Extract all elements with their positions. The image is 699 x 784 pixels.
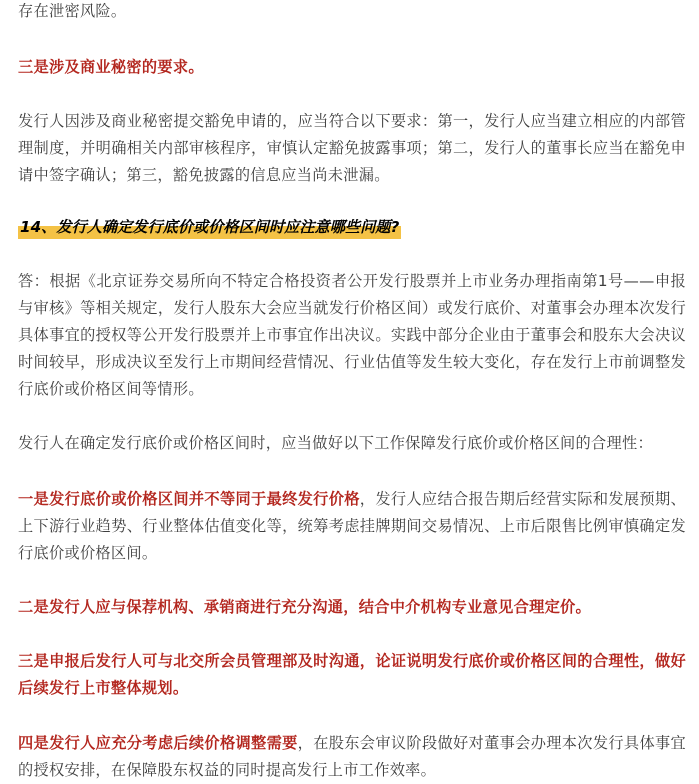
point-two-paragraph: 二是发行人应与保荐机构、承销商进行充分沟通，结合中介机构专业意见合理定价。 (18, 598, 592, 616)
point-four-body: ，在股东会审议阶段做好对董事会办理本次发行具体事宜的授权安排，在保障股东权益的同时提高发行上市工作效率。 (18, 734, 687, 779)
point-one-paragraph (18, 486, 686, 567)
requirements-intro: 发行人在确定发行底价或价格区间时，应当做好以下工作保障发行底价或价格区间的合理性： (18, 434, 653, 452)
point-four-title: 四是发行人应充分考虑后续价格调整需要 (18, 734, 298, 752)
trade-secret-paragraph: 发行人因涉及商业秘密提交豁免申请的，应当符合以下要求：第一，发行人应当建立相应的内部管理制度，并明确相关内部审核程序，审慎认定豁免披露事项；第二，发行人的董事长应当在豁免申请中签字确认；第三，豁免披露的信息应当尚未泄漏。 (18, 112, 686, 184)
point-one-body: ，发行人应结合报告期后经营实际和发展预期、上下游行业趋势、行业整体估值变化等，统筹考虑挂牌期间交易情况、上市后限售比例审慎确定发行底价或价格区间。 (18, 490, 686, 562)
point-four-paragraph (18, 730, 686, 784)
point-one-title: 一是发行底价或价格区间并不等同于最终发行价格 (18, 490, 360, 508)
question-heading: 14、发行人确定发行底价或价格区间时应注意哪些问题? (18, 215, 401, 239)
answer-paragraph: 答：根据《北京证券交易所向不特定合格投资者公开发行股票并上市业务办理指南第1号——申报与审核》等相关规定，发行人股东大会应当就发行价格区间）或发行底价、对董事会办理本次发行具体事宜的授权等公开发行股票并上市事宜作出决议。实践中部分企业由于董事会和股东大会决议时间较早，形成决议至发行上市期间经营情况、行业估值等发生较大变化，存在发行上市前调整发行底价或价格区间等情形。 (18, 272, 686, 398)
question-heading-wrap (18, 215, 686, 239)
point-three-title: 三是涉及商业秘密的要求。 (18, 58, 204, 76)
point-three-paragraph: 三是申报后发行人可与北交所会员管理部及时沟通，论证说明发行底价或价格区间的合理性，做好后续发行上市整体规划。 (18, 652, 686, 697)
paragraph-continuation: 存在泄密风险。 (18, 2, 127, 20)
